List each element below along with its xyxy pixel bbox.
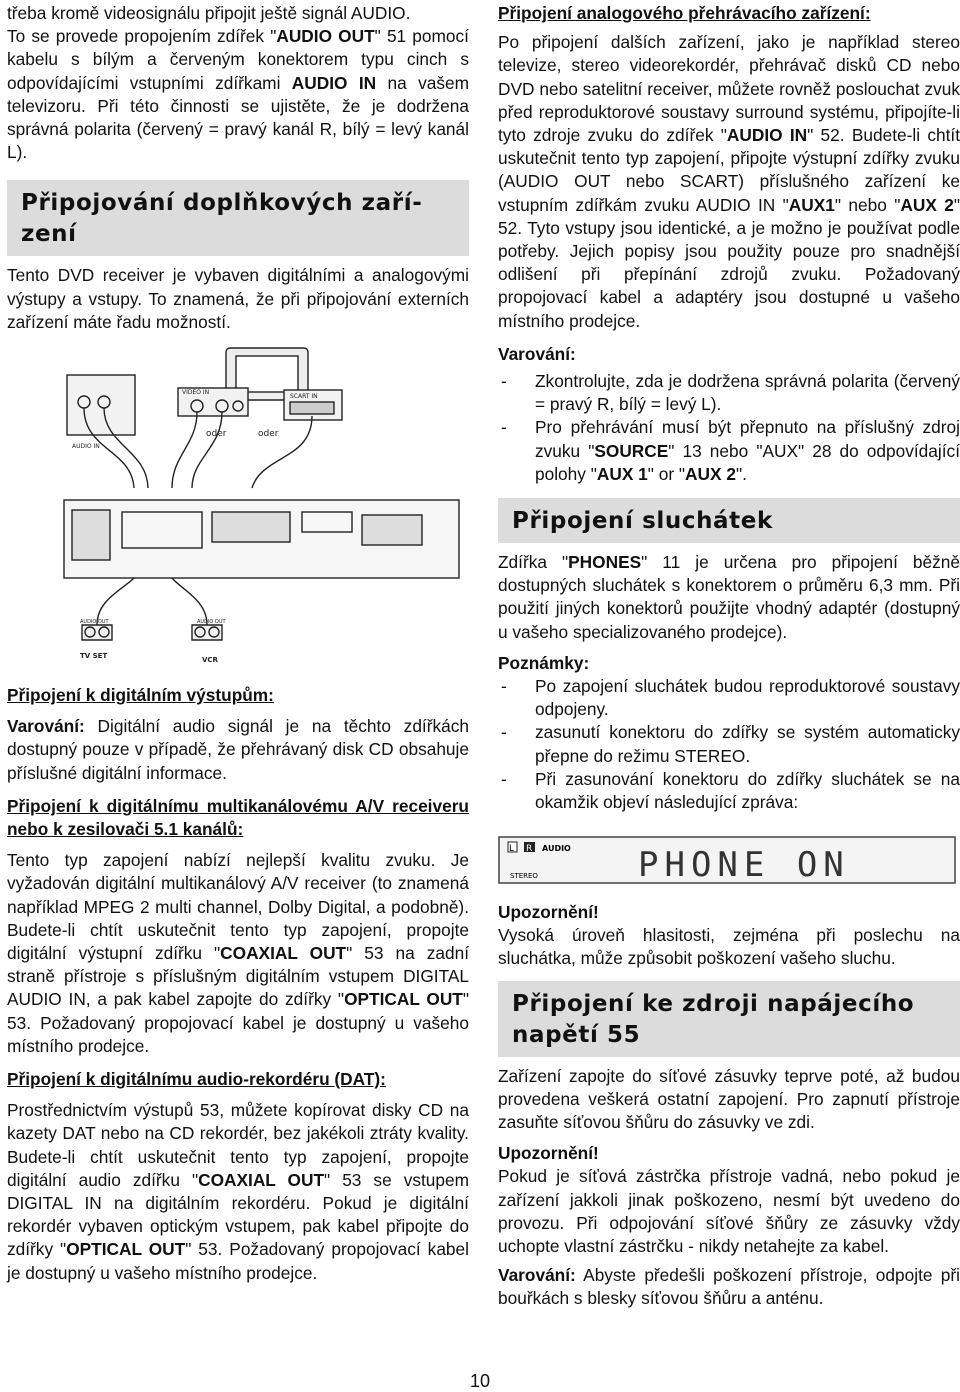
digital-out-heading: Připojení k digitálním výstupům: [7, 685, 274, 705]
warning-item: - Zkontrolujte, zda je dodržena správná polarita (červený = pravý R, bílý = levý L). [498, 370, 960, 416]
warning-item: - Pro přehrávání musí být přepnuto na příslušný zdroj zvuku "SOURCE" 13 nebo "AUX" 28 do odpovídající polohy "AUX 1" or "AUX 2". [498, 416, 960, 486]
display-audio: AUDIO [542, 844, 571, 853]
digital-out-warning: Varování: Digitální audio signál je na těchto zdířkách dostupný pouze v případě, že přehrávaný disk CD obsahuje příslušné digitální informace. [7, 716, 469, 783]
display-stereo: STEREO [510, 872, 538, 880]
label-oder-1: oder [206, 429, 227, 439]
label-audio-out-vcr: AUDIO OUT [197, 619, 226, 625]
power-text: Zařízení zapojte do síťové zásuvky teprve poté, až budou provedena veškerá ostatní zapojení. Pro zapnutí přístroje zasuňte síťovou šňůru do zásuvky ve zdi. [498, 1065, 960, 1133]
dat-heading: Připojení k digitálnímu audio-rekordéru (DAT): [7, 1069, 386, 1090]
headphones-text: Zdířka "PHONES" 11 je určena pro připojení běžně dostupných sluchátek s konektorem o průměru 6,3 mm. Při použití jiných konektorů použijte vhodný adaptér (dostupný u vašeho specializovaného prodejce). [498, 552, 960, 642]
intro-line: třeba kromě videosignálu připojit ještě signál AUDIO. [7, 3, 411, 23]
intro-paragraph: To se provede propojením zdířek "AUDIO OUT" 51 pomocí kabelu s bílým a červeným konektorem typu cinch s odpovídajícími vstupními zdířkami AUDIO IN na vašem televizoru. Při této činnosti se ujistěte, že je dodržena správná polarita (červený = pravý kanál R, bílý = levý kanál L). [7, 26, 470, 163]
label-video-in: VIDEO IN [182, 389, 210, 396]
power-warning: Varování: Abyste předešli poškození přístroje, odpojte při bouřkách s blesky síťovou šňůru a anténu. [498, 1265, 960, 1309]
section-heading-accessories: Připojování doplňkových zaří-zení [7, 180, 469, 256]
caution-text: Vysoká úroveň hlasitosti, zejména při poslechu na sluchátka, může způsobit poškození vašeho sluchu. [498, 925, 960, 969]
label-audio-in: AUDIO IN [72, 443, 100, 450]
multichannel-text: Tento typ zapojení nabízí nejlepší kvalitu zvuku. Je vyžadován digitální multikanálový A/V receiver (to znamená například MPEG 2 multi channel, Dolby Digital, a podobně). Budete-li chtít uskutečnit tento typ zapojení, propojte digitální výstupní zdířku "COAXIAL OUT" 53 na zadní straně přístroje s příslušným digitálním vstupem DIGITAL AUDIO IN, a pak kabel zapojte do zdířky "OPTICAL OUT" 53. Požadovaný propojovací kabel je dostupný u vašeho místního prodejce. [7, 850, 469, 1056]
label-scart-in: SCART IN [290, 393, 318, 400]
left-column-lower [7, 684, 469, 1285]
dat-text: Prostřednictvím výstupů 53, můžete kopírovat disky CD na kazety DAT nebo na CD rekordér, bez jakékoli ztráty kvality. Budete-li chtít uskutečnit tento typ zapojení, propojte digitální audio zdířku "COAXIAL OUT" 53 se vstupem DIGITAL IN na digitálním rekordéru. Pokud je digitální rekordér vybaven optickým vstupem, pak kabel připojte do zdířky "OPTICAL OUT" 53. Požadovaný propojovací kabel je dostupný u vašeho místního prodejce. [7, 1100, 470, 1283]
note-item: - zasunutí konektoru do zdířky se systém automaticky přepne do režimu STEREO. [498, 721, 960, 767]
analog-heading: Připojení analogového přehrávacího zařízení: [498, 3, 871, 23]
label-tv-set: TV SET [80, 652, 108, 660]
accessories-text: Tento DVD receiver je vybaven digitálními a analogovými výstupy a vstupy. To znamená, že při připojování externích zařízení máte řadu možností. [7, 265, 469, 332]
warning-label: Varování: [498, 343, 576, 364]
section-heading-headphones: Připojení sluchátek [498, 498, 960, 543]
right-column-lower [498, 901, 960, 1311]
notes-label: Poznámky: [498, 652, 590, 673]
caution-label: Upozornění! [498, 902, 599, 922]
label-oder-2: oder [258, 429, 279, 439]
display-r: R [526, 844, 533, 854]
warning-list [498, 370, 960, 486]
display-l: L [509, 844, 515, 854]
power-caution-text: Pokud je síťová zástrčka přístroje vadná, nebo pokud je zařízení jakkoli jinak poškozeno, nesmí být uvedeno do provozu. Při odpojování síťové šňůry ze zásuvky vždy uchopte vlastní zástrčku - nikdy netahejte za kabel. [498, 1166, 960, 1257]
label-audio-out-tv: AUDIO OUT [80, 619, 109, 625]
power-caution-label: Upozornění! [498, 1143, 599, 1164]
note-item: - Po zapojení sluchátek budou reproduktorové soustavy odpojeny. [498, 675, 960, 721]
notes-list [498, 675, 960, 814]
left-column [7, 2, 469, 334]
label-vcr: VCR [202, 656, 218, 664]
phones-display [498, 836, 956, 884]
display-message: PHONE ON [638, 845, 850, 884]
right-column [498, 2, 960, 814]
note-item: - Při zasunování konektoru do zdířky sluchátek se na okamžik objeví následující zpráva: [498, 768, 960, 814]
analog-text: Po připojení dalších zařízení, jako je například stereo televize, stereo videorekordér, přehrávač disků CD nebo DVD nebo satelitní receiver, můžete rovněž poslouchat zvuk před reproduktorové soustavy surround systému, připojíte-li tyto zdroje zvuku do zdířek "AUDIO IN" 52. Budete-li chtít uskutečnit tento typ zapojení, připojte výstupní zdířky zvuku (AUDIO OUT nebo SCART) příslušného zařízení ke vstupním zdířkám zvuku AUDIO IN "AUX1" nebo "AUX 2" 52. Tyto vstupy jsou identické, a je možno je používat podle potřeby. Jejich popisy jsou použity pouze pro snadnější odlišení při přepínání zdrojů zvuku. Požadovaný propojovací kabel a adaptéry jsou dostupné u vašeho místního prodejce. [498, 32, 960, 331]
connection-diagram [62, 340, 462, 670]
multichannel-heading: Připojení k digitálnímu multikanálovému A/V receiveru nebo k zesilovači 5.1 kanálů: [7, 795, 469, 840]
page-number: 10 [469, 1371, 491, 1391]
section-heading-power: Připojení ke zdroji napájecího napětí 55 [498, 981, 960, 1057]
